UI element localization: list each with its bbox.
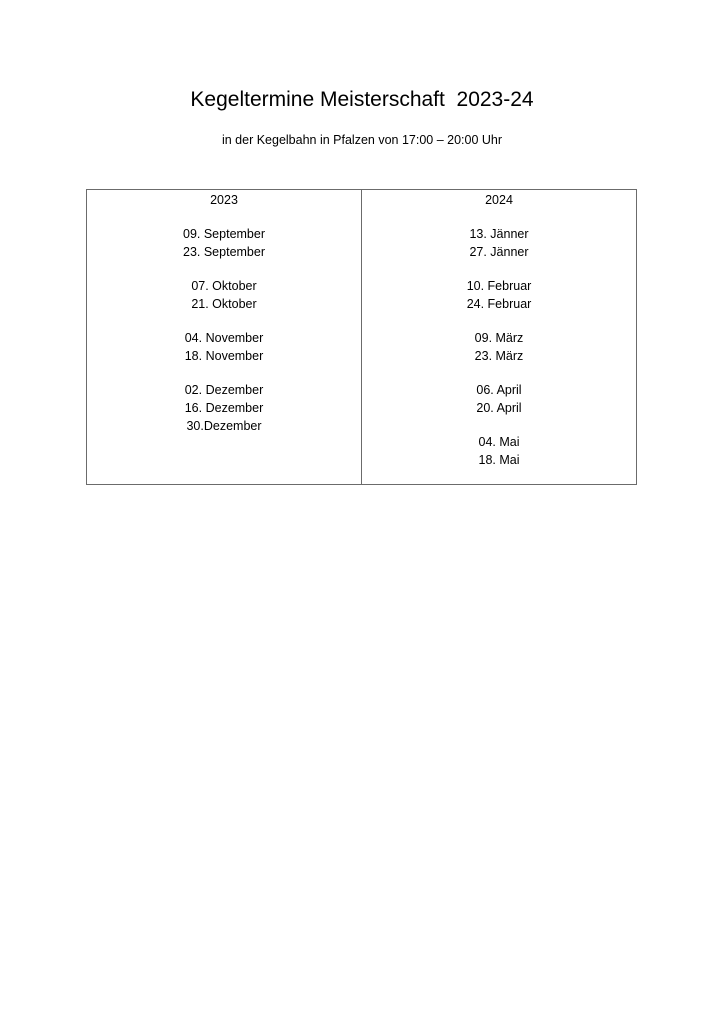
date-entry: 02. Dezember: [184, 383, 264, 397]
month-group-september: [87, 225, 361, 261]
date-entry: 04. November: [184, 331, 264, 345]
column-year-header: 2024: [485, 193, 513, 207]
month-group-februar: [362, 277, 636, 313]
date-entry: 10. Februar: [466, 279, 532, 293]
month-group-jaenner: [362, 225, 636, 261]
date-entry: 07. Oktober: [191, 279, 257, 293]
date-entry: 18. Mai: [478, 453, 520, 467]
date-entry: 20. April: [476, 401, 522, 415]
page-title: Kegeltermine Meisterschaft 2023-24: [190, 88, 534, 111]
schedule-column-2023: [87, 190, 361, 484]
column-year-header: 2023: [210, 193, 238, 207]
date-entry: 23. September: [183, 245, 265, 259]
date-entry: 13. Jänner: [469, 227, 529, 241]
date-entry: 16. Dezember: [184, 401, 264, 415]
month-group-november: [87, 329, 361, 365]
date-entry: 27. Jänner: [469, 245, 529, 259]
month-group-oktober: [87, 277, 361, 313]
date-entry: 30.Dezember: [186, 419, 262, 433]
schedule-column-2024: [361, 190, 636, 484]
date-entry: 09. September: [183, 227, 265, 241]
date-entry: 04. Mai: [478, 435, 520, 449]
location-time-subtitle: in der Kegelbahn in Pfalzen von 17:00 – 20:00 Uhr: [221, 133, 503, 147]
date-entry: 23. März: [474, 349, 524, 363]
date-entry: 18. November: [184, 349, 264, 363]
date-entry: 24. Februar: [466, 297, 532, 311]
date-entry: 21. Oktober: [191, 297, 257, 311]
schedule-table: [86, 189, 637, 485]
month-group-dezember: [87, 381, 361, 435]
date-entry: 06. April: [476, 383, 522, 397]
month-group-april: [362, 381, 636, 417]
month-group-maerz: [362, 329, 636, 365]
date-entry: 09. März: [474, 331, 524, 345]
month-group-mai: [362, 433, 636, 469]
